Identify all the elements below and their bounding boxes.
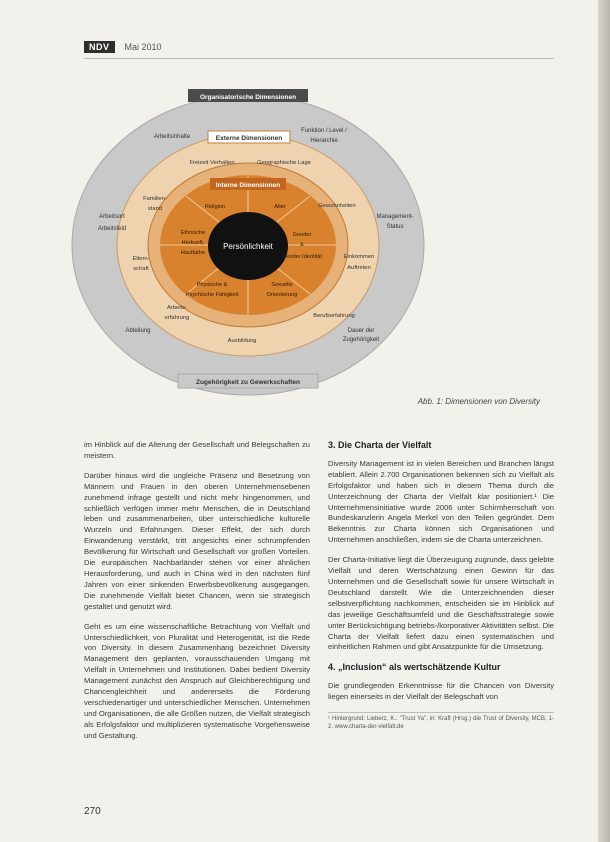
- external-item: Auftreten: [347, 265, 371, 271]
- external-item: Geographische Lage: [257, 160, 311, 166]
- internal-item: Ethnische: [180, 230, 206, 236]
- section-heading: 3. Die Charta der Vielfalt: [328, 440, 432, 450]
- internal-item: &: [300, 242, 304, 248]
- journal-badge: NDV: [84, 41, 115, 53]
- figure-caption: Abb. 1: Dimensionen von Diversity: [417, 397, 540, 406]
- external-item: Arbeits-: [167, 305, 187, 311]
- internal-item: Religion: [204, 204, 226, 210]
- outer-item: Abteilung: [125, 328, 151, 334]
- issue-date: Mai 2010: [124, 42, 162, 52]
- internal-item: Herkunft,: [181, 240, 205, 246]
- internal-item: Gender Identität: [281, 254, 323, 260]
- external-item: erfahrung: [164, 315, 190, 321]
- paragraph: Die grundlegenden Erkenntnisse für die Chancen von Diversity liegen einerseits in der Vielfalt der Belegschaft von: [328, 681, 554, 702]
- paragraph: im Hinblick auf die Alterung der Gesellschaft und Belegschaften zu meistern.: [84, 440, 310, 460]
- outer-item: Arbeitsort: [99, 214, 125, 220]
- internal-item: Alter: [274, 204, 286, 210]
- paragraph: Darüber hinaus wird die ungleiche Präsenz und Besetzung von Männern und Frauen in den oberen Unternehmensebenen zunehmend infrage gestellt und nicht mehr hingenommen, und schließlich verfügen immer mehr Menschen, die in Deutschland leben und zusammenarbeiten, über unterschiedliche kulturelle Wurzeln und Erfahrungen. Dieser Effekt, der sich durch Einwanderung verstärkt, tritt angesichts einer schrumpfenden Bevölkerung für Wirtschaft und Gesellschaft vor großen Vorteilen. Die europäischen Nachbarländer stehen vor einer ähnlichen Herausforderung, und auch in China wird in den nächsten fünf Jahren von einer sinkenden Erwerbsbevölkerung ausgegangen. Die zunehmende Vielfalt bietet Chancen, wenn sie strategisch gestaltet und genutzt wird.: [84, 470, 310, 611]
- external-item: Gewohnheiten: [318, 203, 356, 209]
- external-item: Eltern-: [132, 256, 150, 262]
- outer-item: Hierarchie: [310, 138, 338, 144]
- page-gutter: [598, 0, 610, 842]
- internal-item: Physische &: [196, 282, 228, 288]
- header-rule: [84, 58, 554, 59]
- footnote: ¹ Hintergrund: Lieberz, K.: "Trust Ya", in: Kraft (Hrsg.) die Trust of Diversity, MCB, 1-2. www.charta-der-vielfalt.de: [328, 712, 554, 731]
- external-item: Berufserfahrung: [313, 313, 355, 319]
- outer-item: Status: [386, 224, 404, 230]
- external-item: Ausbildung: [227, 338, 257, 344]
- page-number: 270: [84, 806, 101, 817]
- internal-item: Orientierung: [266, 292, 298, 298]
- paragraph: Der Charta-Initiative liegt die Überzeugung zugrunde, dass gelebte Vielfalt und deren Wertschätzung einen Gewinn für das Unternehmen und die Gesellschaft sowie für unsere Wirtschaft in Deutschland darstellt. Wie die Unterzeichnenden dieser selbstverpflichtung nachkommen, entscheiden sie im Hinblick auf das jeweilige Geschäftsumfeld und die Geschäftsstrategie sowie unter Berücksichtigung betriebs-/korporativer Aktivitäten selbst. Die Charta der Vielfalt liefert dazu einen systematischen und einheitlichen Rahmen und gibt Ansatzpunkte für die Umsetzung.: [328, 555, 554, 652]
- section-heading: 4. „Inclusion“ als wertschätzende Kultur: [328, 662, 501, 673]
- paragraph: Geht es um eine wissenschaftliche Betrachtung von Vielfalt und Unterschiedlichkeit, von Pluralität und Heterogenität, ist die Rede von Diversity. In diesem Zusammenhang bezeichnet Diversity Management den geplanten, vorausschauenden Umgang mit Vielfalt in Unternehmen und Institutionen. Dabei bedient Diversity Management zunächst den Anspruch auf Gleichberechtigung und Chancengleichheit und andererseits die Förderung verschiedenartiger und unterschiedlicher Menschen. Unternehmen und Organisationen, die alle Größen nutzen, die Vielfalt strategisch als Erfolgsfaktor und multiplizieren systematische Vorgehensweise und Gestaltung.: [84, 621, 310, 740]
- right-column: [328, 440, 554, 731]
- external-item: stand: [147, 206, 163, 212]
- internal-item: Psychische Fähigkeit: [185, 292, 239, 298]
- diversity-dimensions-diagram: [60, 70, 470, 400]
- internal-title: Interne Dimensionen: [215, 182, 281, 189]
- internal-item: Hautfarbe: [180, 250, 206, 256]
- outer-bottom-label: Zugehörigkeit zu Gewerkschaften: [195, 379, 301, 386]
- outer-item: Funktion / Level /: [301, 128, 347, 134]
- outer-item: Zugehörigkeit: [342, 337, 380, 343]
- left-column: [84, 440, 310, 751]
- internal-item: Gender: [292, 232, 312, 238]
- paragraph: Diversity Management ist in vielen Bereichen und Branchen längst etabliert. Allein 2.700 Organisationen bekennen sich zu Vielfalt als Erfolgsfaktor und haben sich in diesem Thema durch die Unterzeichnung der Charta der Vielfalt klar positioniert.¹ Die Unternehmensinitiative wurde 2006 unter Schirmherrschaft von Bundeskanzlerin Angela Merkel von den Teilen gegründet. Dem Bekenntnis zur Charta können sich Organisationen und Unternehmen anschließen, indem sie die Charta unterzeichnen.: [328, 458, 554, 545]
- outer-item: Arbeitsfeld: [97, 226, 127, 232]
- external-item: Freizeit Verhalten: [189, 160, 235, 166]
- external-item: Familien-: [143, 196, 167, 202]
- external-item: Einkommen: [343, 254, 375, 260]
- internal-item: Sexuelle: [271, 282, 293, 288]
- core-label: Persönlichkeit: [223, 242, 273, 251]
- outer-title: Organisatorische Dimensionen: [199, 94, 297, 101]
- external-item: schaft: [133, 266, 149, 272]
- outer-item: Dauer der: [347, 328, 375, 334]
- outer-item: Arbeitsinhalte: [153, 134, 191, 140]
- external-title: Externe Dimensionen: [215, 135, 283, 142]
- outer-item: Management-: [376, 214, 414, 220]
- page-header: [84, 40, 162, 54]
